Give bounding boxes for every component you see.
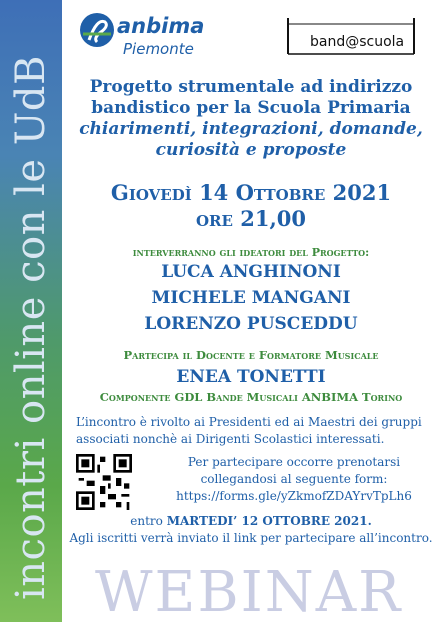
registration-info <box>148 454 440 505</box>
link-note: Agli iscritti verrà inviato il link per partecipare all’incontro. <box>69 531 433 545</box>
band-scuola-logo-text: band@scuola <box>310 34 405 50</box>
event-time: ore 21,00 <box>195 206 307 231</box>
band-scuola-logo <box>284 14 418 60</box>
registration-form-link[interactable]: https://forms.gle/yZkmofZDAYrvTpLh6 <box>176 489 412 503</box>
teacher-name: ENEA TONETTI <box>176 367 326 387</box>
project-title <box>62 77 440 161</box>
registration-deadline <box>62 514 440 528</box>
subtitle-line-2: curiosità e proposte <box>155 140 347 160</box>
deadline-date: MARTEDI’ 12 OTTOBRE 2021. <box>166 514 372 528</box>
registration-line-1: Per partecipare occorre prenotarsi <box>187 455 401 469</box>
qr-code-icon[interactable] <box>76 454 132 510</box>
title-line-2: bandistico per la Scuola Primaria <box>91 98 411 118</box>
title-line-1: Progetto strumentale ad indirizzo <box>89 77 413 97</box>
deadline-prefix: entro <box>130 514 163 528</box>
speakers-section <box>62 246 440 337</box>
side-banner <box>0 0 62 622</box>
event-datetime <box>62 180 440 232</box>
registration-line-2: collegandosi al seguente form: <box>200 472 388 486</box>
teacher-role: Componente GDL Bande Musicali ANBIMA Torino <box>99 390 403 404</box>
teacher-intro: Partecipa il Docente e Formatore Musicale <box>123 348 379 362</box>
audience-paragraph: L’incontro è rivolto ai Presidenti ed ai Maestri dei gruppi associati nonchè ai Dirigenti Scolastici interessati. <box>76 415 422 446</box>
speakers-intro: interverranno gli ideatori del Progetto: <box>132 246 370 259</box>
piemonte-logo-text: Piemonte <box>123 40 194 58</box>
speaker-name: LORENZO PUSCEDDU <box>144 314 358 334</box>
subtitle-line-1: chiarimenti, integrazioni, domande, <box>79 119 423 139</box>
speaker-name: LUCA ANGHINONI <box>161 262 341 282</box>
speaker-name: MICHELE MANGANI <box>151 288 351 308</box>
webinar-watermark: WEBINAR <box>95 560 403 625</box>
event-date: Giovedì 14 Ottobre 2021 <box>110 180 392 205</box>
treble-clef-badge-icon <box>79 12 115 48</box>
anbima-logo <box>79 10 205 70</box>
side-banner-text: incontri online con le UdB <box>8 55 54 600</box>
anbima-logo-text: anbima <box>117 14 205 38</box>
